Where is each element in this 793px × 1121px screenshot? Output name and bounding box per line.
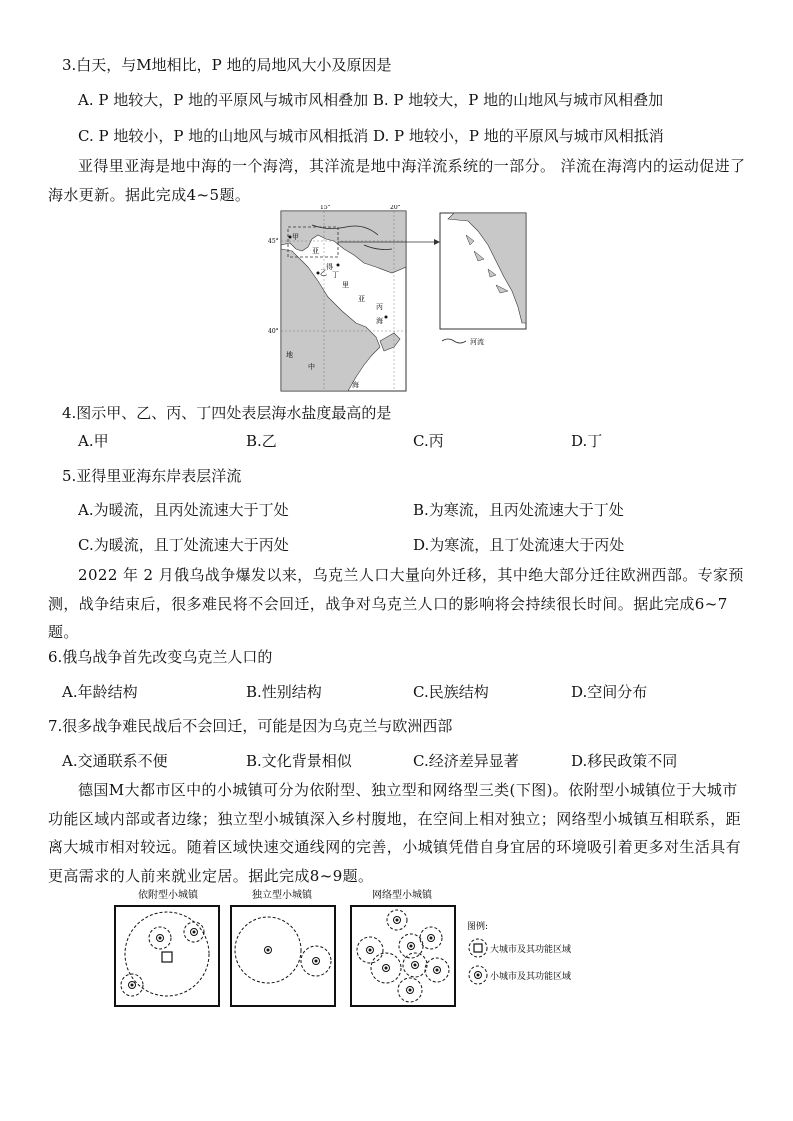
sea-char-1: 亚	[312, 247, 319, 255]
lon-20-label: 20°	[390, 205, 401, 211]
adriatic-map-figure	[268, 205, 528, 395]
title-independent: 独立型小城镇	[252, 890, 312, 901]
q6-option-a: A.年龄结构	[62, 683, 138, 701]
point-ding	[337, 264, 340, 267]
q5-option-c: C.为暖流，且丁处流速大于丙处	[78, 536, 289, 554]
q7-option-d: D.移民政策不同	[571, 752, 678, 770]
q3-options-ab: A. P 地较大，P 地的平原风与城市风相叠加 B. P 地较大，P 地的山地风与城市风相叠加	[78, 91, 664, 109]
legend-small-label: 小城市及其功能区域	[490, 972, 572, 982]
med-char-3: 海	[352, 381, 359, 389]
river-legend-label: 河流	[470, 338, 484, 346]
lon-15-label: 15°	[320, 205, 331, 211]
q5-option-d: D.为寒流，且丁处流速大于丙处	[413, 536, 625, 554]
q5-option-a: A.为暖流，且丙处流速大于丁处	[78, 501, 289, 519]
legend-big-label: 大城市及其功能区域	[490, 945, 572, 955]
sea-char-3: 里	[342, 281, 349, 289]
lat-40-label: 40°	[268, 328, 279, 335]
big-city-icon	[162, 952, 172, 962]
q7-option-c: C.经济差异显著	[413, 752, 519, 770]
label-ding: 丁	[332, 271, 339, 279]
label-jia: 甲	[292, 233, 299, 241]
q6-option-b: B.性别结构	[246, 683, 322, 701]
intro-8-9: 德国M大都市区中的小城镇可分为依附型、独立型和网络型三类(下图)。依附型小城镇位于大城市功能区域内部或者边缘；独立型小城镇深入乡村腹地，在空间上相对独立；网络型小城镇互相联系，距离大城市相对较远。随着区域快速交通线网的完善，小城镇凭借自身宜居的环境吸引着更多对生活具有更高需求的人前来就业定居。据此完成8~9题。	[48, 781, 742, 885]
panel-network	[351, 906, 455, 1006]
title-network: 网络型小城镇	[372, 890, 432, 901]
title-dependent: 依附型小城镇	[138, 890, 198, 901]
legend-title: 图例:	[467, 922, 489, 932]
q7-option-a: A.交通联系不便	[62, 752, 168, 770]
q7-stem: 7.很多战争难民战后不会回迁，可能是因为乌克兰与欧洲西部	[48, 717, 453, 735]
q5-option-b: B.为寒流，且丙处流速大于丁处	[413, 501, 624, 519]
med-char-2: 中	[308, 363, 315, 371]
label-bing: 丙	[376, 303, 383, 311]
q4-option-d: D.丁	[571, 432, 603, 450]
q4-option-c: C.丙	[413, 432, 444, 450]
q4-option-a: A.甲	[78, 432, 109, 450]
point-bing	[385, 316, 388, 319]
intro-4-5: 亚得里亚海是地中海的一个海湾，其洋流是地中海洋流系统的一部分。 洋流在海湾内的运动促进了海水更新。据此完成4~5题。	[48, 157, 746, 204]
q6-option-d: D.空间分布	[571, 683, 648, 701]
med-char-1: 地	[286, 351, 293, 359]
q6-option-c: C.民族结构	[413, 683, 489, 701]
sea-char-2: 得	[326, 263, 333, 271]
q3-options-cd: C. P 地较小，P 地的山地风与城市风相抵消 D. P 地较小，P 地的平原风与城市风相抵消	[78, 127, 664, 145]
legend-small-city-icon	[475, 972, 482, 979]
q4-option-b: B.乙	[246, 432, 277, 450]
q3-stem: 3.白天，与M地相比，P 地的局地风大小及原因是	[62, 56, 392, 74]
q6-stem: 6.俄乌战争首先改变乌克兰人口的	[48, 648, 273, 666]
q5-stem: 5.亚得里亚海东岸表层洋流	[62, 467, 242, 485]
label-yi: 乙	[320, 269, 327, 277]
lat-45-label: 45°	[268, 238, 279, 245]
town-types-figure	[110, 886, 600, 1012]
intro-6-7: 2022 年 2 月俄乌战争爆发以来，乌克兰人口大量向外迁移，其中绝大部分迁往欧洲西部。专家预测，战争结束后，很多难民将不会回迁，战争对乌克兰人口的影响将会持续很长时间。据此完成6~7题。	[48, 566, 744, 641]
q7-option-b: B.文化背景相似	[246, 752, 352, 770]
river-legend-icon	[442, 339, 466, 343]
sea-char-4: 亚	[358, 295, 365, 303]
q4-stem: 4.图示甲、乙、丙、丁四处表层海水盐度最高的是	[62, 404, 392, 422]
sea-char-5: 海	[376, 317, 383, 325]
legend-big-city-icon	[474, 944, 482, 952]
